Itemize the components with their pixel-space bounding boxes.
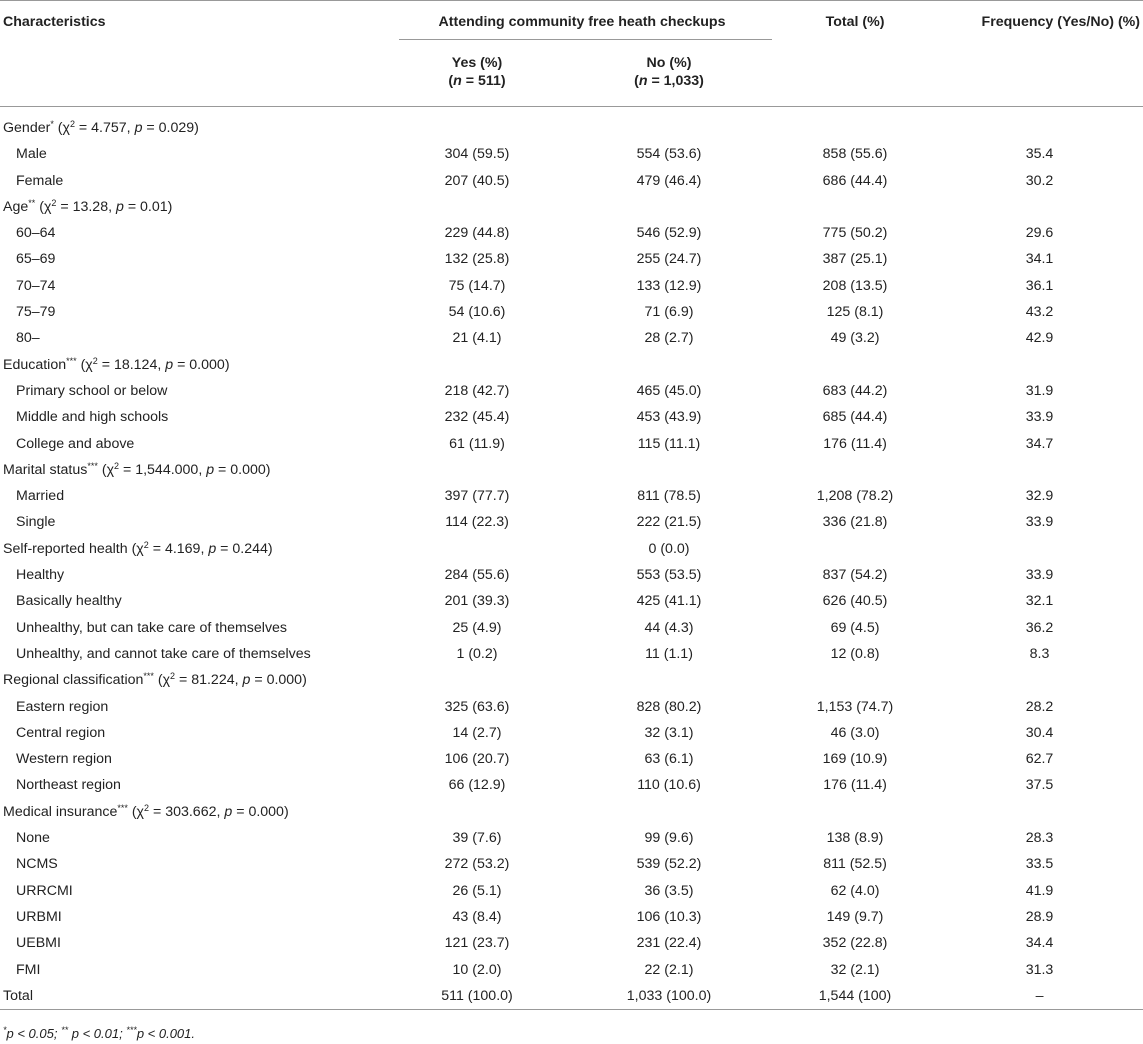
header-total: Total (%) — [825, 14, 885, 30]
row-label: Total — [0, 983, 390, 1010]
group-label: Self-reported health ($\chi^2 = 4.169$, p = 0.244) — [3, 539, 273, 557]
table-row — [0, 325, 1143, 351]
table-row — [0, 615, 1143, 641]
no-cell: 231 (22.4) — [636, 935, 702, 952]
table-row — [0, 957, 1143, 983]
row-label: Middle and high schools — [16, 409, 169, 426]
header-yes: Yes (%) (n = 511) — [448, 55, 506, 89]
table-row — [0, 772, 1143, 798]
header-yes-n: n — [453, 73, 462, 89]
no-cell: 465 (45.0) — [636, 382, 702, 399]
total-cell: 208 (13.5) — [822, 277, 888, 294]
total-cell: 685 (44.4) — [822, 409, 888, 426]
total-cell: 138 (8.9) — [826, 830, 884, 847]
no-cell: 71 (6.9) — [644, 304, 694, 321]
header-attending: Attending community free heath checkups — [438, 14, 726, 30]
row-label: URBMI — [16, 908, 62, 925]
yes-cell: 106 (20.7) — [444, 751, 510, 768]
no-cell: 546 (52.9) — [636, 225, 702, 242]
frequency-cell: 34.7 — [1025, 435, 1054, 452]
header-yes-label: Yes (%) — [451, 55, 503, 71]
table-row — [0, 141, 1143, 167]
table-row — [0, 720, 1143, 746]
table-row — [0, 378, 1143, 404]
table-row — [0, 220, 1143, 246]
no-cell: 828 (80.2) — [636, 698, 702, 715]
yes-cell: 232 (45.4) — [444, 409, 510, 426]
frequency-cell: 43.2 — [1025, 304, 1054, 321]
table-header — [0, 0, 1143, 107]
frequency-cell: 34.4 — [1025, 935, 1054, 952]
frequency-cell: – — [936, 983, 1143, 1010]
yes-cell: 397 (77.7) — [444, 488, 510, 505]
frequency-cell: 31.3 — [1025, 961, 1054, 978]
table-body — [0, 107, 1143, 1010]
no-cell: 133 (12.9) — [636, 277, 702, 294]
row-label: NCMS — [16, 856, 58, 873]
frequency-cell: 28.2 — [1025, 698, 1054, 715]
no-cell: 554 (53.6) — [636, 146, 702, 163]
frequency-cell: 37.5 — [1025, 777, 1054, 794]
yes-cell: 218 (42.7) — [444, 382, 510, 399]
no-cell: 1,033 (100.0) — [564, 983, 774, 1010]
row-label: URRCMI — [16, 882, 73, 899]
no-cell: 32 (3.1) — [644, 724, 694, 741]
frequency-cell: 29.6 — [1025, 225, 1054, 242]
group-label: Regional classification*** ($\chi^2 = 81.224$, p = 0.000) — [3, 671, 307, 689]
row-label: 65–69 — [16, 251, 56, 268]
top-rule — [0, 0, 1143, 1]
frequency-cell: 28.9 — [1025, 908, 1054, 925]
table-row — [0, 404, 1143, 430]
total-cell: 176 (11.4) — [823, 435, 887, 452]
row-label: Unhealthy, and cannot take care of themselves — [16, 645, 311, 662]
yes-cell: 21 (4.1) — [452, 330, 502, 347]
group-label: Marital status*** ($\chi^2 = 1,544.000$, p = 0.000) — [3, 460, 271, 478]
group-label: Medical insurance*** ($\chi^2 = 303.662$, p = 0.000) — [3, 802, 289, 820]
frequency-cell: 42.9 — [1025, 330, 1054, 347]
group-label: Gender* ($\chi^2 = 4.757$, p = 0.029) — [0, 107, 390, 142]
row-label: 75–79 — [16, 304, 56, 321]
total-cell: 12 (0.8) — [830, 645, 880, 662]
total-cell: 1,153 (74.7) — [816, 698, 894, 715]
frequency-cell: 33.9 — [1025, 567, 1054, 584]
row-label: FMI — [16, 961, 41, 978]
row-label: College and above — [16, 435, 135, 452]
table-row — [0, 904, 1143, 930]
total-cell: 169 (10.9) — [822, 751, 888, 768]
total-cell: 1,208 (78.2) — [816, 488, 894, 505]
yes-cell: 14 (2.7) — [452, 724, 502, 741]
frequency-cell: 36.2 — [1025, 619, 1054, 636]
table-row — [0, 694, 1143, 720]
yes-cell: 54 (10.6) — [448, 304, 506, 321]
yes-cell: 207 (40.5) — [444, 172, 510, 189]
no-cell: 479 (46.4) — [636, 172, 702, 189]
yes-cell: 26 (5.1) — [452, 882, 502, 899]
yes-cell: 66 (12.9) — [448, 777, 506, 794]
total-cell: 69 (4.5) — [830, 619, 880, 636]
row-label: Female — [16, 172, 64, 189]
total-cell: 352 (22.8) — [822, 935, 888, 952]
total-cell: 775 (50.2) — [822, 225, 888, 242]
no-cell: 44 (4.3) — [644, 619, 694, 636]
total-cell: 336 (21.8) — [822, 514, 888, 531]
yes-cell: 304 (59.5) — [444, 146, 510, 163]
row-label: 70–74 — [16, 277, 56, 294]
yes-cell: 75 (14.7) — [448, 277, 506, 294]
group-row — [0, 352, 1143, 378]
yes-cell: 284 (55.6) — [444, 567, 510, 584]
yes-cell: 201 (39.3) — [444, 593, 510, 610]
frequency-cell: 30.4 — [1025, 724, 1054, 741]
group-row — [0, 457, 1143, 483]
frequency-cell: 32.9 — [1025, 488, 1054, 505]
total-cell: 626 (40.5) — [822, 593, 888, 610]
total-cell: 686 (44.4) — [822, 172, 888, 189]
row-label: Married — [16, 488, 65, 505]
table-row — [0, 825, 1143, 851]
yes-cell: 61 (11.9) — [449, 435, 505, 452]
total-cell: 858 (55.6) — [822, 146, 888, 163]
total-cell: 387 (25.1) — [822, 251, 888, 268]
table-row — [0, 746, 1143, 772]
no-cell: 553 (53.5) — [636, 567, 702, 584]
total-cell: 46 (3.0) — [830, 724, 880, 741]
frequency-cell: 35.4 — [1025, 146, 1054, 163]
table-row — [0, 299, 1143, 325]
header-no: No (%) (n = 1,033) — [634, 55, 704, 89]
footnote: *p < 0.05; ** p < 0.01; ***p < 0.001. — [3, 1025, 196, 1041]
no-cell: 811 (78.5) — [637, 488, 701, 505]
total-row — [0, 983, 1143, 1010]
no-cell: 36 (3.5) — [644, 882, 694, 899]
no-cell: 110 (10.6) — [637, 777, 701, 794]
row-label: Unhealthy, but can take care of themselves — [16, 619, 288, 636]
row-label: Western region — [16, 751, 112, 768]
table-row — [0, 851, 1143, 877]
frequency-cell: 33.9 — [1025, 514, 1054, 531]
header-no-label: No (%) — [646, 55, 692, 71]
row-label: Male — [16, 146, 47, 163]
no-cell: 255 (24.7) — [636, 251, 702, 268]
group-label: Education*** ($\chi^2 = 18.124$, p = 0.000) — [3, 355, 230, 373]
total-cell: 125 (8.1) — [826, 304, 884, 321]
yes-cell: 25 (4.9) — [452, 619, 502, 636]
header-divider — [399, 39, 772, 40]
table-row — [0, 431, 1143, 457]
total-cell: 149 (9.7) — [826, 908, 884, 925]
header-no-count: = 1,033) — [647, 73, 704, 89]
table-row — [0, 588, 1143, 614]
yes-cell: 511 (100.0) — [390, 983, 564, 1010]
yes-cell: 229 (44.8) — [444, 225, 510, 242]
no-cell: 539 (52.2) — [636, 856, 702, 873]
table-row — [0, 878, 1143, 904]
frequency-cell: 8.3 — [1029, 645, 1050, 662]
group-label: Age** ($\chi^2 = 13.28$, p = 0.01) — [3, 197, 173, 215]
frequency-cell: 30.2 — [1025, 172, 1054, 189]
total-cell: 837 (54.2) — [822, 567, 888, 584]
frequency-cell: 36.1 — [1025, 277, 1054, 294]
frequency-cell: 33.5 — [1025, 856, 1054, 873]
no-cell: 99 (9.6) — [644, 830, 694, 847]
row-label: Primary school or below — [16, 382, 168, 399]
yes-cell: 10 (2.0) — [452, 961, 502, 978]
no-cell: 63 (6.1) — [644, 751, 694, 768]
group-row — [0, 799, 1143, 825]
total-cell: 62 (4.0) — [830, 882, 880, 899]
row-label: 60–64 — [16, 225, 56, 242]
no-cell: 453 (43.9) — [636, 409, 702, 426]
header-yes-count: = 511) — [461, 73, 506, 89]
row-label: 80– — [16, 330, 40, 347]
table-row — [0, 509, 1143, 535]
total-cell: 32 (2.1) — [830, 961, 880, 978]
total-cell: 176 (11.4) — [823, 777, 887, 794]
table-row — [0, 641, 1143, 667]
group-row — [0, 107, 1143, 142]
yes-cell: 272 (53.2) — [444, 856, 510, 873]
row-label: Central region — [16, 724, 106, 741]
yes-cell: 121 (23.7) — [444, 935, 510, 952]
total-cell: 683 (44.2) — [822, 382, 888, 399]
table-row — [0, 168, 1143, 194]
table-row — [0, 246, 1143, 272]
frequency-cell: 33.9 — [1025, 409, 1054, 426]
frequency-cell: 34.1 — [1025, 251, 1054, 268]
yes-cell: 114 (22.3) — [445, 514, 509, 531]
row-label: Basically healthy — [16, 593, 122, 610]
row-label: UEBMI — [16, 935, 61, 952]
row-label: Single — [16, 514, 56, 531]
total-cell: 1,544 (100) — [774, 983, 936, 1010]
frequency-cell: 31.9 — [1025, 382, 1054, 399]
table-row — [0, 930, 1143, 956]
group-row — [0, 194, 1143, 220]
no-cell: 106 (10.3) — [636, 908, 702, 925]
no-cell: 0 (0.0) — [648, 540, 690, 557]
header-no-n: n — [638, 73, 648, 89]
total-cell: 49 (3.2) — [830, 330, 880, 347]
table-row — [0, 483, 1143, 509]
yes-cell: 43 (8.4) — [452, 908, 502, 925]
frequency-cell: 28.3 — [1025, 830, 1054, 847]
yes-cell: 39 (7.6) — [452, 830, 502, 847]
table-row — [0, 562, 1143, 588]
header-characteristics: Characteristics — [3, 14, 106, 30]
frequency-cell: 62.7 — [1025, 751, 1054, 768]
yes-cell: 1 (0.2) — [456, 645, 498, 662]
table-row — [0, 273, 1143, 299]
no-cell: 11 (1.1) — [645, 645, 693, 662]
yes-cell: 325 (63.6) — [444, 698, 510, 715]
group-row — [0, 667, 1143, 693]
no-cell: 115 (11.1) — [637, 435, 701, 452]
row-label: Healthy — [16, 567, 65, 584]
no-cell: 28 (2.7) — [644, 330, 694, 347]
no-cell: 425 (41.1) — [636, 593, 702, 610]
no-cell: 22 (2.1) — [644, 961, 694, 978]
row-label: None — [16, 830, 50, 847]
group-row — [0, 536, 1143, 562]
header-frequency: Frequency (Yes/No) (%) — [981, 14, 1141, 30]
no-cell: 222 (21.5) — [636, 514, 702, 531]
frequency-cell: 32.1 — [1025, 593, 1054, 610]
frequency-cell: 41.9 — [1025, 882, 1054, 899]
yes-cell: 132 (25.8) — [444, 251, 510, 268]
row-label: Northeast region — [16, 777, 121, 794]
total-cell: 811 (52.5) — [823, 856, 887, 873]
row-label: Eastern region — [16, 698, 109, 715]
